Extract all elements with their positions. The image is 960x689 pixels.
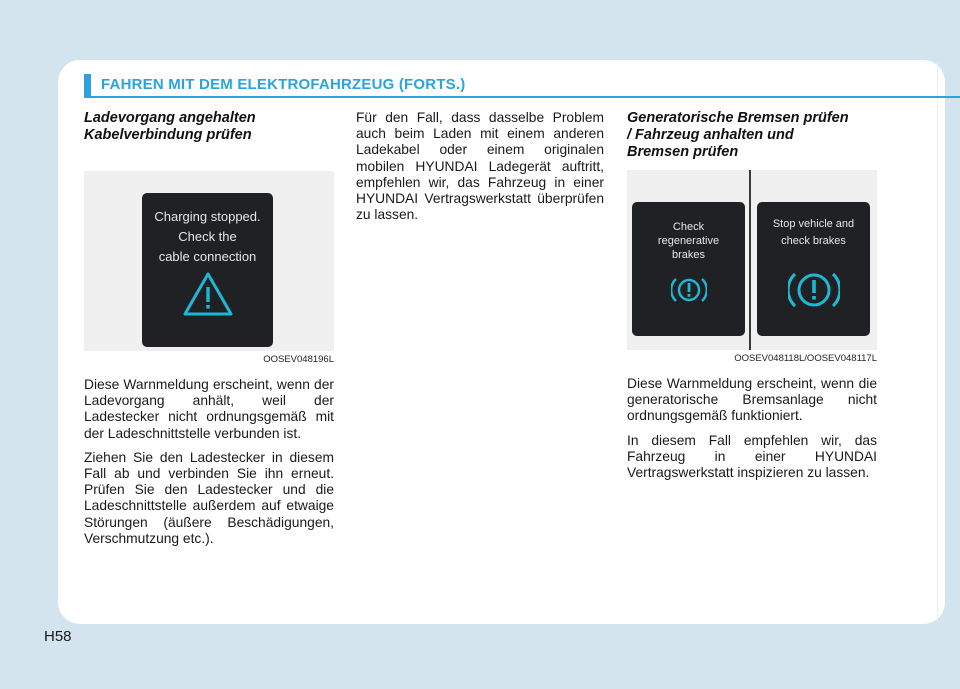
- figure-brake-warnings: [627, 170, 877, 350]
- warning-triangle-icon: [182, 271, 234, 317]
- section-header-title: FAHREN MIT DEM ELEKTROFAHRZEUG (FORTS.): [101, 76, 466, 93]
- body-text: Diese Warnmeldung erscheint, wenn die generatorische Bremsanlage nicht ordnungsgemäß funktioniert.: [627, 376, 877, 424]
- cluster-display-right: [757, 202, 870, 336]
- figure-code: OOSEV048196L: [263, 354, 334, 365]
- display-text: Charging stopped.: [154, 209, 261, 224]
- figure-charging-stopped: [84, 171, 334, 351]
- display-text: regenerative: [657, 235, 720, 247]
- figure-code: OOSEV048118L/OOSEV048117L: [734, 353, 877, 364]
- column-middle: [356, 110, 604, 231]
- display-text: Check the: [178, 229, 237, 244]
- cluster-display: [142, 193, 273, 347]
- heading-line: Bremsen prüfen: [627, 144, 739, 160]
- body-text: Für den Fall, dass dasselbe Problem auch beim Laden mit einem anderen Ladekabel oder einem originalen mobilen HYUNDAI Ladegerät auftritt, empfehlen wir, das Fahrzeug in einer HYUNDAI Vertragswerkstatt überprüfen zu lassen.: [356, 110, 604, 223]
- display-text: Stop vehicle and: [772, 218, 855, 230]
- heading-regenerative-brakes: [627, 110, 877, 161]
- column-right: [627, 110, 877, 489]
- brake-warning-icon: [788, 268, 840, 312]
- margin-guide: [937, 62, 938, 622]
- body-text: In diesem Fall empfehlen wir, das Fahrzeug in einer HYUNDAI Vertragswerkstatt inspizieren zu lassen.: [627, 432, 877, 481]
- section-header-marker: [84, 74, 91, 96]
- body-text: Ziehen Sie den Ladestecker in diesem Fall ab und verbinden Sie ihn erneut. Prüfen Sie den Ladestecker und die Ladeschnittstelle außerdem auf etwaige Störungen (äußere Beschädigungen, Verschmutzung etc.).: [84, 449, 334, 546]
- heading-line: Ladevorgang angehalten: [84, 110, 256, 126]
- page-number: H58: [44, 628, 72, 645]
- brake-warning-icon: [671, 274, 707, 306]
- heading-charging-stopped: [84, 110, 334, 144]
- section-header-rule: [84, 96, 960, 98]
- display-text: check brakes: [781, 235, 846, 247]
- cluster-display-left: [632, 202, 745, 336]
- heading-line: Kabelverbindung prüfen: [84, 127, 252, 143]
- body-text: Diese Warnmeldung erscheint, wenn der Ladevorgang anhält, weil der Ladestecker nicht ordnungsgemäß mit der Ladeschnittstelle verbunden ist.: [84, 377, 334, 441]
- heading-line: / Fahrzeug anhalten und: [627, 127, 794, 143]
- display-text: brakes: [671, 249, 706, 261]
- figure-divider: [749, 170, 751, 350]
- heading-line: Generatorische Bremsen prüfen: [627, 110, 849, 126]
- display-text: Check: [672, 221, 705, 233]
- column-left: [84, 110, 334, 555]
- display-text: cable connection: [158, 249, 257, 264]
